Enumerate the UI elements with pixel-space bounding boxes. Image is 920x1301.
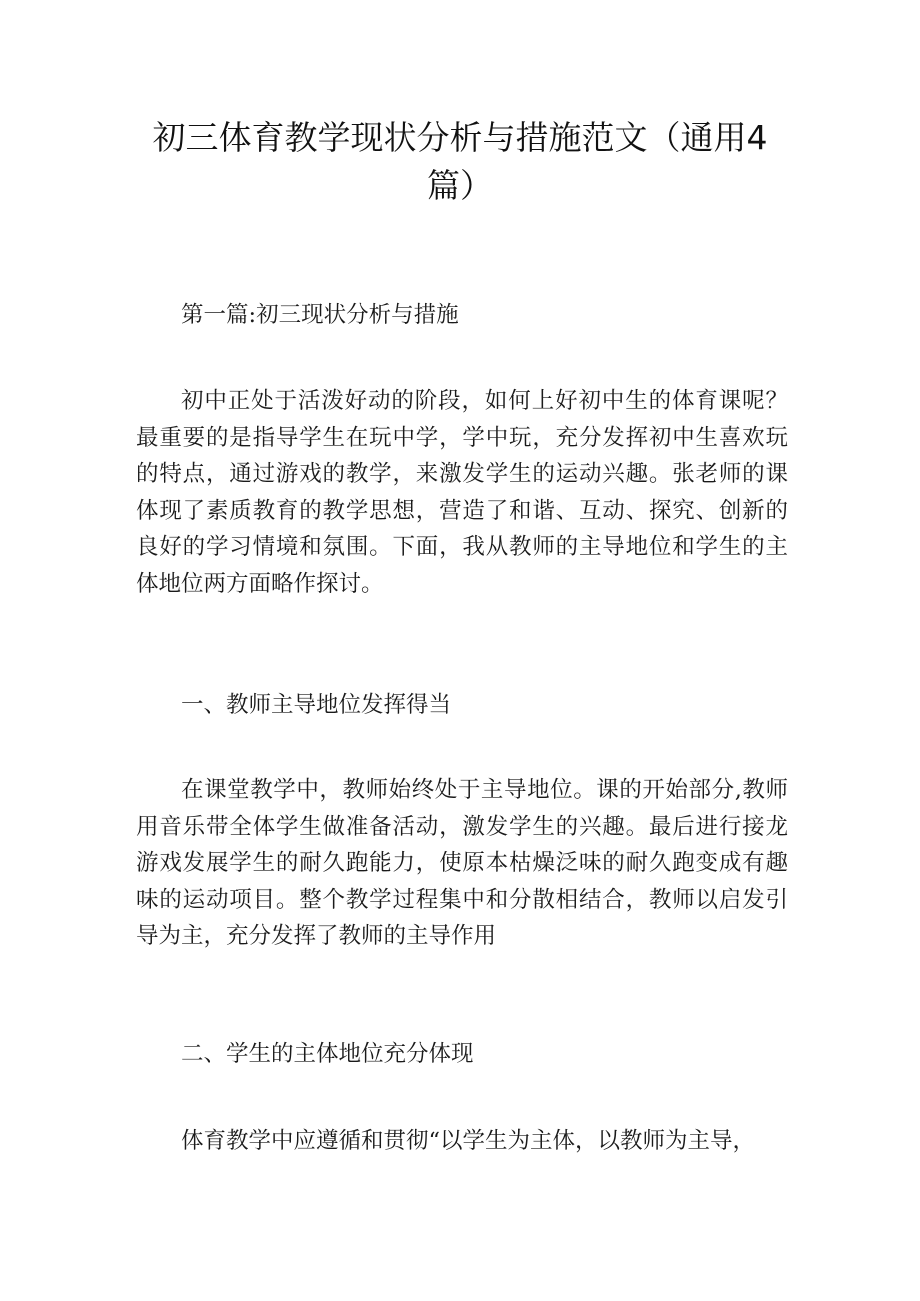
paragraph-2: 在课堂教学中，教师始终处于主导地位。课的开始部分,教师用音乐带全体学生做准备活动，激发学生的兴趣。最后进行接龙游戏发展学生的耐久跑能力，使原本枯燥泛味的耐久跑变成有趣味的运动项目。整个教学过程集中和分散相结合，教师以启发引导为主，充分发挥了教师的主导作用 [136, 777, 788, 949]
section-1-heading: 第一篇:初三现状分析与措施 [181, 302, 459, 328]
paragraph-1: 初中正处于活泼好动的阶段，如何上好初中生的体育课呢？最重要的是指导学生在玩中学，学中玩，充分发挥初中生喜欢玩的特点，通过游戏的教学，来激发学生的运动兴趣。张老师的课体现了素质教育的教学思想，营造了和谐、互动、探究、创新的良好的学习情境和氛围。下面，我从教师的主导地位和学生的主体地位两方面略作探讨。 [136, 388, 788, 597]
subheading-teacher-role: 一、教师主导地位发挥得当 [181, 692, 452, 718]
document-title [120, 114, 800, 210]
paragraph-3: 体育教学中应遵循和贯彻“以学生为主体，以教师为主导， [181, 1128, 756, 1154]
document-title-line-2: 篇） [427, 166, 493, 205]
document-title-line-1: 初三体育教学现状分析与措施范文（通用4 [152, 118, 768, 157]
subheading-student-role: 二、学生的主体地位充分体现 [181, 1041, 474, 1067]
